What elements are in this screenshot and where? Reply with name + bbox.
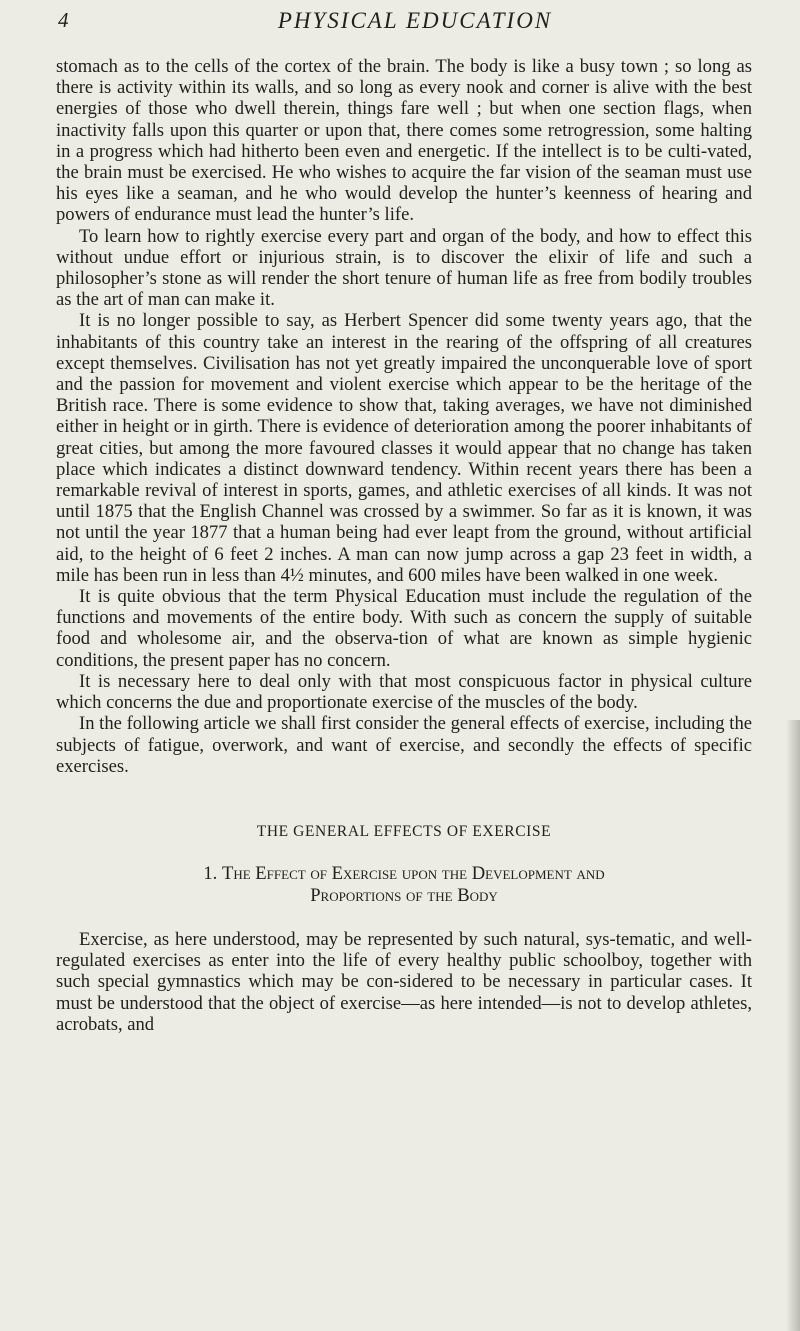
section-heading: THE GENERAL EFFECTS OF EXERCISE — [256, 822, 552, 840]
subsection-title-line-2: Proportions of the Body — [310, 884, 498, 906]
body-text — [56, 56, 752, 1035]
paragraph: Exercise, as here understood, may be represented by such natural, sys-tematic, and well-regulated exercises as enter into the life of every healthy public schoolboy, together with such special gymnastics which may be con-sidered to be necessary in particular cases. It must be understood that the object of exercise—as here intended—is not to develop athletes, acrobats, and — [56, 928, 752, 1035]
page-number: 4 — [58, 8, 69, 32]
subsection-title-line-1: The Effect of Exercise upon the Development and — [221, 862, 605, 884]
paragraph: It is quite obvious that the term Physical Education must include the regulation of the functions and movements of the entire body. With such as concern the supply of suitable food and wholesome air, and the observa-tion of what are known as simple hygienic conditions, the present paper has no concern. — [56, 586, 752, 671]
running-title: PHYSICAL EDUCATION — [277, 8, 553, 33]
subsection-number: 1. — [203, 862, 218, 884]
paragraph: It is necessary here to deal only with that most conspicuous factor in physical culture which concerns the due and proportionate exercise of the muscles of the body. — [56, 670, 752, 714]
subsection-heading-line-1 — [56, 863, 752, 885]
running-head — [0, 8, 800, 48]
paragraph: In the following article we shall first consider the general effects of exercise, including the subjects of fatigue, overwork, and want of exercise, and secondly the effects of specific exercises. — [56, 713, 752, 777]
paragraph: It is no longer possible to say, as Herbert Spencer did some twenty years ago, that the inhabitants of this country take an interest in the rearing of the offspring of all creatures except themselves. Civilisation has not yet greatly impaired the unconquerable love of sport and the passion for movement and violent exercise which appear to be the heritage of the British race. There is some evidence to show that, taking averages, we have not diminished either in height or in girth. There is evidence of deterioration among the poorer inhabitants of great cities, but among the more favoured classes it would appear that no change has taken place which indicates a distinct downward tendency. Within recent years there has been a remarkable revival of interest in sports, games, and athletic exercises of all kinds. It was not until 1875 that the English Channel was crossed by a swimmer. So far as it is known, it was not until the year 1877 that a human being had ever leapt from the ground, without artificial aid, to the height of 6 feet 2 inches. A man can now jump across a gap 23 feet in width, a mile has been run in less than 4½ minutes, and 600 miles have been walked in one week. — [56, 310, 752, 586]
page-edge-shadow — [786, 720, 800, 1331]
paragraph: To learn how to rightly exercise every part and organ of the body, and how to effect this without undue effort or injurious strain, is to discover the elixir of life and such a philosopher’s stone as will render the short tenure of human life as free from bodily troubles as the art of man can make it. — [56, 225, 752, 311]
paragraph: stomach as to the cells of the cortex of the brain. The body is like a busy town ; so long as there is activity within its walls, and so long as every nook and corner is alive with the best energies of those who dwell therein, things fare well ; but when one section flags, when inactivity falls upon this quarter or upon that, there comes some retrogression, some halting in a progress which had hitherto been even and energetic. If the intellect is to be culti-vated, the brain must be exercised. He who wishes to acquire the far vision of the seaman must use his eyes like a seaman, and he who would develop the hunter’s keenness of hearing and powers of endurance must lead the hunter’s life. — [56, 56, 752, 226]
subsection-heading — [56, 863, 752, 907]
